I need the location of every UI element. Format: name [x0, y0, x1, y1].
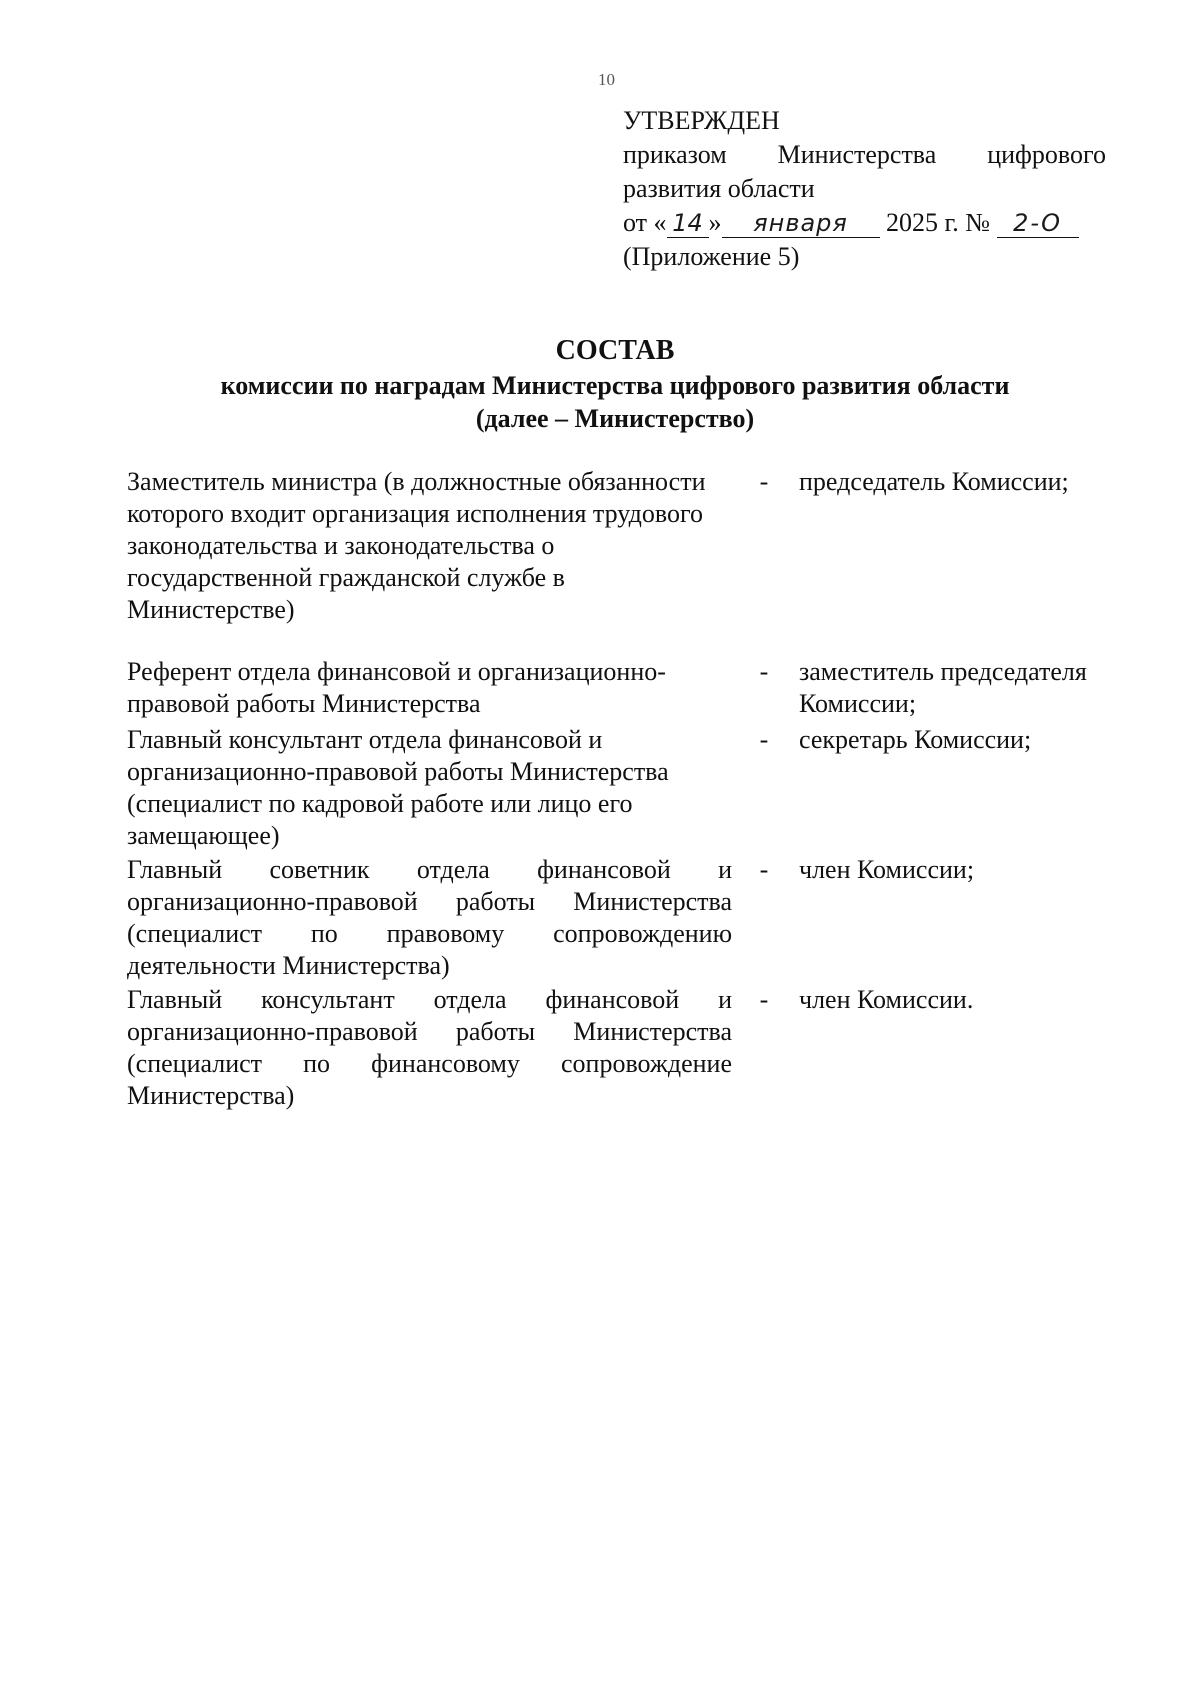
commission-members-list: [127, 466, 1112, 1114]
page-number: 10: [598, 70, 615, 89]
approval-heading: УТВЕРЖДЕН: [623, 106, 780, 135]
date-quote: »: [708, 208, 722, 237]
member-description: Главный консультант отдела финансовой и организационно-правовой работы Министерства (специалист по кадровой работе или лицо его замещающее): [127, 725, 669, 850]
member-secretary: [127, 724, 1112, 854]
approval-ministry-line: развития области: [623, 174, 815, 203]
document-subtitle-note: (далее – Министерство): [475, 404, 755, 433]
member-description: Заместитель министра (в должностные обязанности которого входит организация исполнения трудового законодательства и законодательства о государственной гражданской службе в Министерстве): [127, 467, 706, 624]
approval-stamp-block: [623, 104, 1106, 274]
member-dash: -: [759, 985, 769, 1014]
approval-order-line: приказом Министерства цифрового: [623, 140, 1106, 169]
member-dash: -: [759, 855, 769, 884]
handwritten-day: 14: [667, 209, 709, 238]
member-description: Главный советник отдела финансовой и организационно-правовой работы Министерства (специалист по правовому сопровождению деятельности Министерства): [127, 855, 732, 980]
date-year: 2025 г. №: [886, 208, 991, 237]
member-role: заместитель председателя Комиссии;: [799, 657, 1087, 718]
member-dash: -: [759, 467, 769, 496]
member-description: Главный консультант отдела финансовой и организационно-правовой работы Министерства (специалист по финансовому сопровождение Министерства): [127, 985, 732, 1110]
member-role: член Комиссии;: [799, 855, 975, 884]
appendix-label: (Приложение 5): [623, 242, 800, 271]
member-role: член Комиссии.: [799, 985, 974, 1014]
member-chairman: [127, 466, 1112, 656]
member-legal-advisor: [127, 854, 1112, 984]
date-prefix: от «: [623, 208, 667, 237]
handwritten-month: января: [722, 209, 880, 238]
member-dash: -: [759, 725, 769, 754]
member-description: Референт отдела финансовой и организационно-правовой работы Министерства: [127, 657, 666, 718]
member-role: секретарь Комиссии;: [799, 725, 1032, 754]
document-title: СОСТАВ: [555, 335, 675, 366]
member-deputy-chairman: [127, 656, 1112, 724]
document-title-block: [150, 333, 1080, 435]
member-dash: -: [759, 657, 769, 686]
member-financial-consultant: [127, 984, 1112, 1114]
member-role: председатель Комиссии;: [799, 467, 1069, 496]
handwritten-order-number: 2-О: [997, 209, 1079, 238]
document-subtitle: комиссии по наградам Министерства цифрового развития области: [220, 371, 1010, 400]
approval-date-line: [623, 206, 1106, 240]
